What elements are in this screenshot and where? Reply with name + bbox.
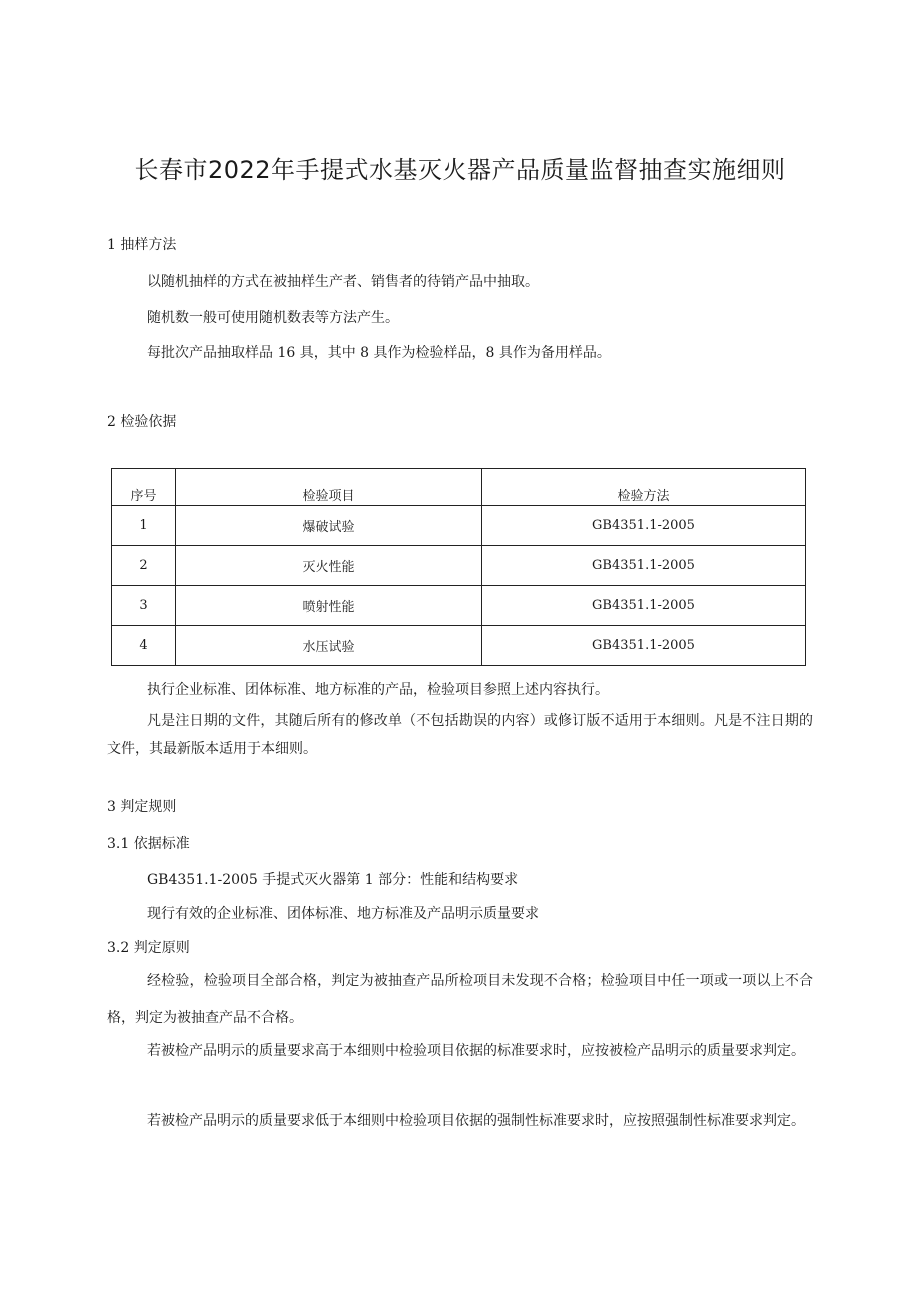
section-1-line-3: 每批次产品抽取样品 16 具，其中 8 具作为检验样品，8 具作为备用样品。: [147, 345, 611, 361]
document-title: 长春市2022年手提式水基灭火器产品质量监督抽查实施细则: [134, 156, 786, 184]
section-3-2-para-1: 经检验，检验项目全部合格，判定为被抽查产品所检项目未发现不合格；检验项目中任一项或一项以上不合格，判定为被抽查产品不合格。: [107, 973, 813, 1026]
section-2-heading: 2 检验依据: [107, 414, 177, 430]
table-row: [112, 546, 806, 586]
row-index: 2: [112, 546, 176, 586]
section-3-2-para-2: 若被检产品明示的质量要求高于本细则中检验项目依据的标准要求时，应按被检产品明示的质量要求判定。: [147, 1043, 805, 1059]
table-row: [112, 586, 806, 626]
section-3-heading: 3 判定规则: [107, 799, 177, 815]
row-index: 3: [112, 586, 176, 626]
section-1-line-2: 随机数一般可使用随机数表等方法产生。: [147, 310, 399, 326]
row-item: 水压试验: [176, 626, 482, 666]
row-item: 爆破试验: [176, 506, 482, 546]
section-1-heading: 1 抽样方法: [107, 237, 177, 253]
header-item: 检验项目: [176, 469, 482, 506]
section-3-1-line-2: 现行有效的企业标准、团体标准、地方标准及产品明示质量要求: [147, 906, 539, 922]
section-3-1-heading: 3.1 依据标准: [107, 836, 190, 852]
table-header-row: [112, 469, 806, 506]
table-row: [112, 506, 806, 546]
header-index: 序号: [112, 469, 176, 506]
section-3-2-heading: 3.2 判定原则: [107, 940, 190, 956]
row-index: 1: [112, 506, 176, 546]
section-1-line-1: 以随机抽样的方式在被抽样生产者、销售者的待销产品中抽取。: [147, 274, 539, 290]
header-method: 检验方法: [482, 469, 806, 506]
table-row: [112, 626, 806, 666]
row-method: GB4351.1-2005: [482, 626, 806, 666]
row-item: 灭火性能: [176, 546, 482, 586]
inspection-table: [111, 468, 806, 666]
section-3-2-para-3: 若被检产品明示的质量要求低于本细则中检验项目依据的强制性标准要求时，应按照强制性标准要求判定。: [147, 1113, 805, 1129]
section-2-note-1: 执行企业标准、团体标准、地方标准的产品，检验项目参照上述内容执行。: [147, 682, 609, 698]
section-2-note-2: 凡是注日期的文件，其随后所有的修改单（不包括勘误的内容）或修订版不适用于本细则。凡是不注日期的文件，其最新版本适用于本细则。: [107, 713, 813, 757]
row-method: GB4351.1-2005: [482, 506, 806, 546]
row-method: GB4351.1-2005: [482, 546, 806, 586]
row-index: 4: [112, 626, 176, 666]
row-method: GB4351.1-2005: [482, 586, 806, 626]
section-3-1-line-1: GB4351.1-2005 手提式灭火器第 1 部分：性能和结构要求: [147, 872, 519, 888]
row-item: 喷射性能: [176, 586, 482, 626]
